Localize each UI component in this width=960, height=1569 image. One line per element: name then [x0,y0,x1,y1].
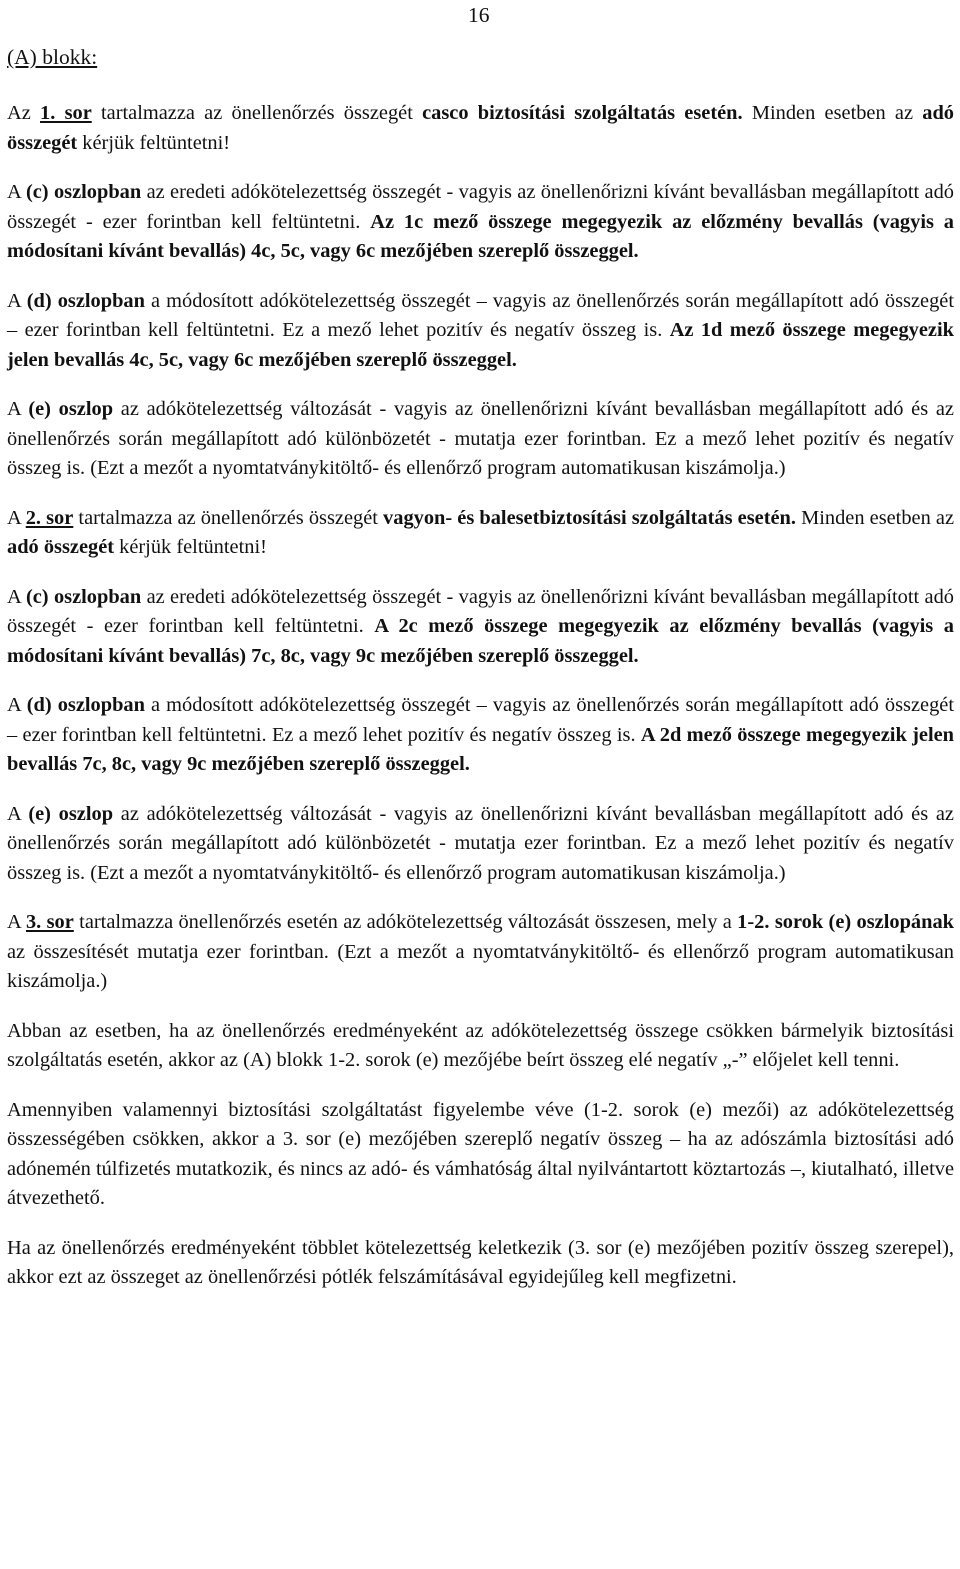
bold-text: A 2d mező összege megegyezik jelen bevallás 7c, 8c, vagy 9c mezőjében szereplő összeggel. [7,723,954,775]
text-run: Abban az esetben, ha az önellenőrzés eredményeként az adókötelezettség összege csökken bármelyik biztosítási szolgáltatás esetén, akkor az (A) blokk 1-2. sorok (e) mezőjébe beírt összeg elé negatív „-” előjelet kell tenni. [7,1019,954,1071]
bold-text: (c) oszlopban [25,585,142,608]
paragraph [7,1096,954,1214]
paragraph [7,178,954,267]
bold-text: Az 1d mező összege megegyezik jelen bevallás 4c, 5c, vagy 6c mezőjében szereplő összeggel. [7,319,954,371]
text-run: az adókötelezettség változását - vagyis az önellenőrizni kívánt bevallásban megállapított adó és az önellenőrzés során megállapított adó különbözetét - mutatja ezer forintban. Ez a mező lehet pozitív és negatív összeg is. (Ezt a mezőt a nyomtatványkitöltő- és ellenőrző program automatikusan kiszámolja.) [7,802,954,884]
text-run: az adókötelezettség változását - vagyis az önellenőrizni kívánt bevallásban megállapított adó és az önellenőrzés során megállapított adó különbözetét - mutatja ezer forintban. Ez a mező lehet pozitív és negatív összeg is. (Ezt a mezőt a nyomtatványkitöltő- és ellenőrző program automatikusan kiszámolja.) [7,398,954,479]
text-run: az összesítését mutatja ezer forintban. (Ezt a mezőt a nyomtatványkitöltő- és ellenőrző program automatikusan kiszámolja.) [7,940,954,992]
text-run: Minden esetben az [742,102,923,124]
bold-text: A 2c mező összege megegyezik az előzmény bevallás (vagyis a módosítani kívánt bevallás) 7c, 8c, vagy 9c mezőjében szereplő összeggel. [7,615,954,667]
paragraph [7,583,954,672]
bold-text: (d) oszlopban [26,694,145,716]
text-run: kérjük feltüntetni! [114,536,267,558]
bold-text: Az 1c mező összege megegyezik az előzmény bevallás (vagyis a módosítani kívánt bevallás) 4c, 5c, vagy 6c mezőjében szereplő összeggel. [7,210,954,262]
bold-text: 2. sor [25,506,74,529]
bold-text: 1-2. sorok (e) oszlopának [737,911,954,933]
paragraph [7,99,954,158]
bold-text: adó összegét [7,102,954,154]
text-run: A [7,506,26,529]
text-run: Az [7,102,41,124]
text-run: Minden esetben az [795,506,954,529]
bold-text: 3. sor [25,911,74,933]
text-run: A [7,694,27,716]
text-run: tartalmazza az önellenőrzés összegét [73,506,384,529]
paragraph [7,908,954,997]
bold-text: adó összegét [7,536,115,558]
paragraph [7,1017,954,1076]
paragraph [7,691,954,780]
text-run: kérjük feltüntetni! [77,131,231,154]
text-run: Ha az önellenőrzés eredményeként többlet kötelezettség keletkezik (3. sor (e) mezőjében pozitív összeg szerepel), akkor ezt az összeget az önellenőrzési pótlék felszámításával egyidejűleg kell megfizetni. [7,1236,954,1288]
bold-text: (c) oszlopban [25,181,142,203]
text-run: A [7,398,29,420]
text-run: az eredeti adókötelezettség összegét - vagyis az önellenőrizni kívánt bevallásban megállapított adó összegét - ezer forintban kell feltüntetni. [7,585,954,637]
bold-text: casco biztosítási szolgáltatás esetén. [422,102,743,124]
text-run: A [7,911,26,933]
text-run: a módosított adókötelezettség összegét – vagyis az önellenőrzés során megállapított adó összegét – ezer forintban kell feltüntetni. Ez a mező lehet pozitív és negatív összeg is. [7,289,954,341]
bold-text: (d) oszlopban [26,289,145,312]
text-run: tartalmazza az önellenőrzés összegét [91,102,423,124]
bold-text: (e) oszlop [28,398,114,420]
text-run: Amennyiben valamennyi biztosítási szolgáltatást figyelembe véve (1-2. sorok (e) mezői) az adókötelezettség összességében csökken, akkor a 3. sor (e) mezőjében szereplő negatív összeg – ha az adószámla biztosítási adó adónemén túlfizetés mutatkozik, és nincs az adó- és vámhatóság által nyilvántartott köztartozás –, kiutalható, illetve átvezethető. [7,1098,954,1209]
text-run: A [7,289,27,312]
document-body [7,99,954,1313]
text-run: a módosított adókötelezettség összegét – vagyis az önellenőrzés során megállapított adó összegét – ezer forintban kell feltüntetni. Ez a mező lehet pozitív és negatív összeg is. [7,694,954,746]
page-number: 16 [468,3,490,27]
paragraph [7,504,954,563]
text-run: A [7,181,26,203]
bold-text: vagyon- és balesetbiztosítási szolgáltatás esetén. [383,506,796,529]
paragraph [7,395,954,484]
text-run: tartalmazza önellenőrzés esetén az adókötelezettség változását összesen, mely a [73,911,738,933]
paragraph [7,287,954,376]
text-run: A [7,585,26,608]
text-run: A [7,802,29,825]
block-title: (A) blokk: [7,45,98,69]
text-run: az eredeti adókötelezettség összegét - vagyis az önellenőrizni kívánt bevallásban megállapított adó összegét - ezer forintban kell feltüntetni. [7,181,954,233]
bold-text: (e) oszlop [28,802,114,825]
paragraph [7,800,954,889]
paragraph [7,1234,954,1293]
bold-text: 1. sor [40,102,92,124]
